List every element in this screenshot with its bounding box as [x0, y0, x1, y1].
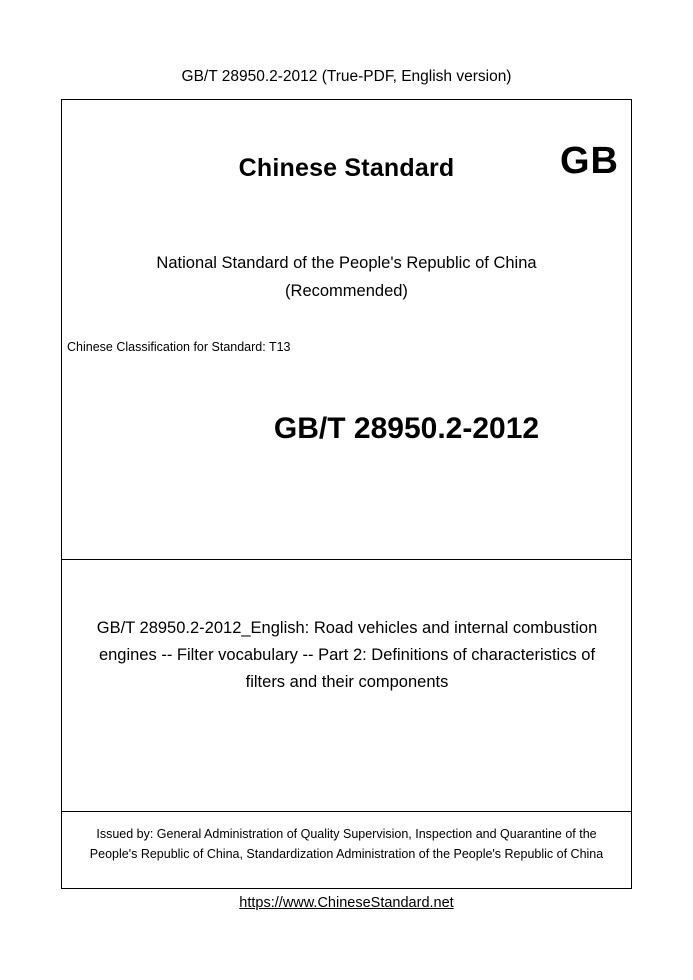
page-caption: GB/T 28950.2-2012 (True-PDF, English version): [181, 68, 512, 85]
classification-code: Chinese Classification for Standard: T13: [67, 340, 291, 354]
website-link[interactable]: https://www.ChineseStandard.net: [239, 895, 454, 911]
cover-header-section: [62, 100, 631, 560]
page-title: Chinese Standard: [238, 154, 455, 182]
cover-title-section: [62, 560, 631, 812]
gb-logo: GB: [560, 140, 619, 182]
english-title: GB/T 28950.2-2012_English: Road vehicles and internal combustion engines -- Filter vocabulary -- Part 2: Definitions of characteristics of filters and their components: [96, 619, 598, 691]
issued-by-text: Issued by: General Administration of Quality Supervision, Inspection and Quarantine of the People's Republic of China, Standardization Administration of the People's Republic of China: [89, 827, 604, 861]
standard-subtitle: [62, 249, 631, 305]
issued-by-section: [62, 812, 631, 887]
cover-frame: [61, 99, 632, 889]
subtitle-line-1: National Standard of the People's Republic of China: [156, 254, 537, 272]
subtitle-line-2: (Recommended): [285, 282, 408, 300]
standard-number: GB/T 28950.2-2012: [273, 412, 540, 445]
